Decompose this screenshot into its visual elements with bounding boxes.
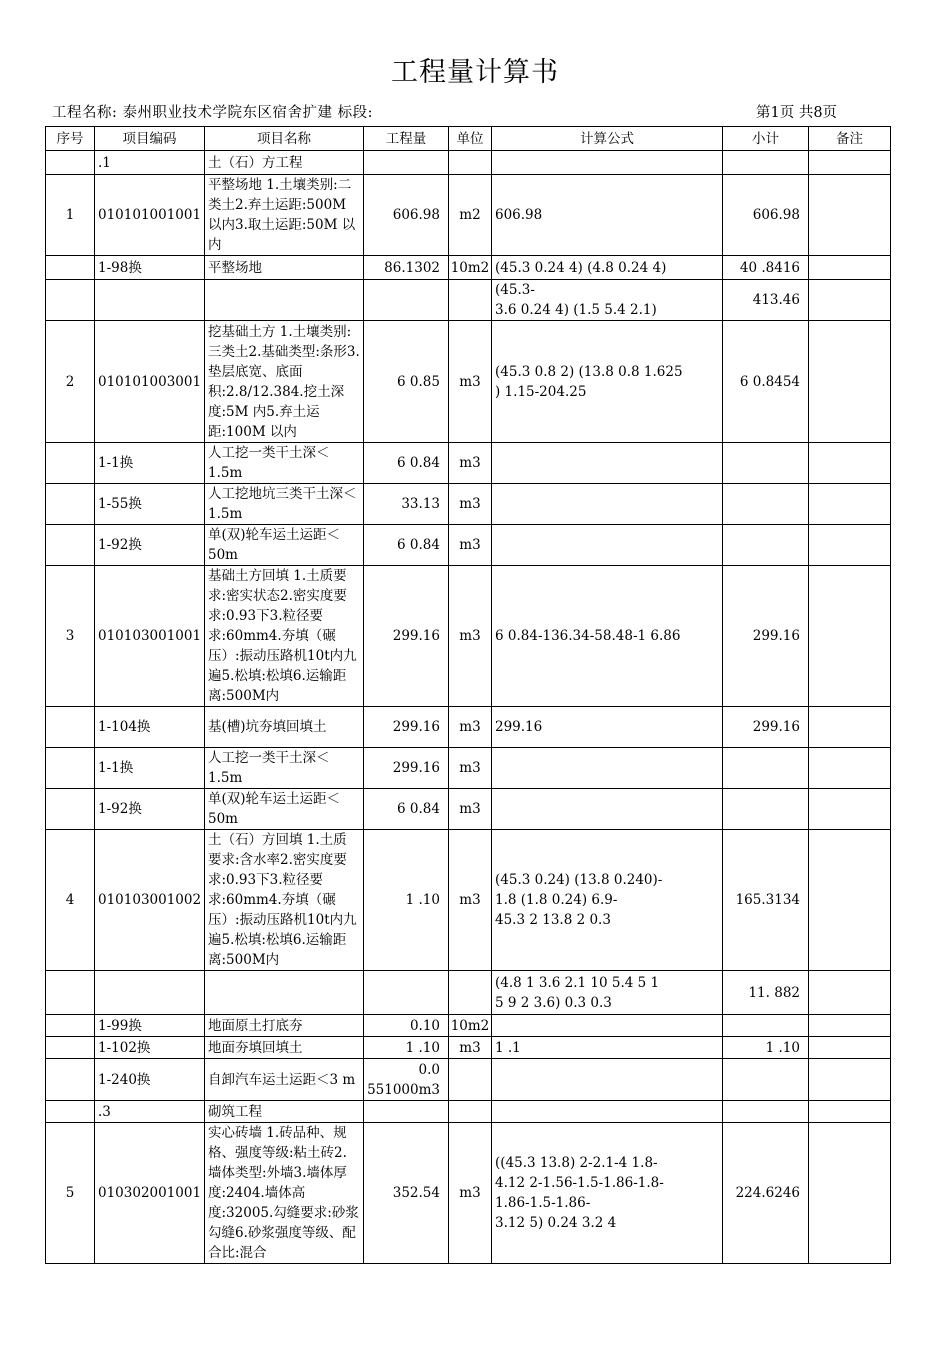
cell-qty: 6 0.85 <box>364 321 449 443</box>
cell-name: 基(槽)坑夯填回填土 <box>205 707 364 748</box>
cell-name: 土（石）方回填 1.土质要求:含水率2.密实度要求:0.93下3.粒径要求:60mm4.夯填（碾压）:振动压路机10t内九遍5.松填:松填6.运输距离:500M内 <box>205 830 364 971</box>
cell-code: 1-102换 <box>95 1037 205 1059</box>
cell-unit: m3 <box>449 525 492 566</box>
cell-code <box>95 971 205 1015</box>
cell-note <box>809 321 891 443</box>
cell-formula: (45.3 0.24 4) (4.8 0.24 4) <box>492 256 723 280</box>
cell-name: 自卸汽车运土运距＜3 m <box>205 1059 364 1101</box>
cell-seq <box>46 971 95 1015</box>
cell-unit <box>449 1059 492 1101</box>
cell-qty: 606.98 <box>364 175 449 256</box>
cell-formula <box>492 1015 723 1037</box>
header-code: 项目编码 <box>95 127 205 151</box>
cell-code: 010101003001 <box>95 321 205 443</box>
cell-name: 基础土方回填 1.土质要求:密实状态2.密实度要求:0.93下3.粒径要求:60mm4.夯填（碾压）:振动压路机10t内九遍5.松填:松填6.运输距离:500M内 <box>205 566 364 707</box>
quantity-table <box>45 126 891 1264</box>
header-formula: 计算公式 <box>492 127 723 151</box>
cell-unit: 10m2 <box>449 256 492 280</box>
table-row <box>46 1101 891 1123</box>
cell-seq <box>46 707 95 748</box>
cell-formula <box>492 484 723 525</box>
cell-code: .1 <box>95 151 205 175</box>
cell-qty <box>364 151 449 175</box>
cell-note <box>809 151 891 175</box>
cell-name: 人工挖一类干土深＜1.5m <box>205 443 364 484</box>
cell-qty: 33.13 <box>364 484 449 525</box>
cell-note <box>809 175 891 256</box>
cell-note <box>809 443 891 484</box>
table-row <box>46 484 891 525</box>
cell-seq <box>46 151 95 175</box>
cell-formula: 6 0.84-136.34-58.48-1 6.86 <box>492 566 723 707</box>
table-row <box>46 1059 891 1101</box>
cell-note <box>809 789 891 830</box>
cell-seq <box>46 525 95 566</box>
cell-note <box>809 830 891 971</box>
cell-subtotal <box>723 151 809 175</box>
cell-unit: m3 <box>449 484 492 525</box>
cell-note <box>809 1059 891 1101</box>
cell-code: 1-99换 <box>95 1015 205 1037</box>
table-row <box>46 280 891 321</box>
cell-subtotal <box>723 789 809 830</box>
cell-note <box>809 280 891 321</box>
cell-seq: 3 <box>46 566 95 707</box>
cell-name <box>205 280 364 321</box>
table-row <box>46 1037 891 1059</box>
cell-name: 单(双)轮车运土运距＜50m <box>205 525 364 566</box>
cell-name: 人工挖地坑三类干土深＜1.5m <box>205 484 364 525</box>
cell-qty <box>364 280 449 321</box>
cell-subtotal: 1 .10 <box>723 1037 809 1059</box>
cell-formula <box>492 443 723 484</box>
cell-note <box>809 525 891 566</box>
header-unit: 单位 <box>449 127 492 151</box>
cell-unit: m3 <box>449 789 492 830</box>
cell-code: 1-55换 <box>95 484 205 525</box>
cell-code: 1-98换 <box>95 256 205 280</box>
cell-qty: 299.16 <box>364 566 449 707</box>
table-row <box>46 830 891 971</box>
cell-qty: 6 0.84 <box>364 789 449 830</box>
header-name: 项目名称 <box>205 127 364 151</box>
cell-formula: (45.3 0.8 2) (13.8 0.8 1.625 ) 1.15-204.25 <box>492 321 723 443</box>
page-info: 第1页 共8页 <box>756 105 838 121</box>
cell-unit: m3 <box>449 443 492 484</box>
cell-unit: m3 <box>449 1037 492 1059</box>
cell-seq <box>46 443 95 484</box>
cell-unit <box>449 971 492 1015</box>
cell-name: 地面夯填回填土 <box>205 1037 364 1059</box>
cell-qty: 1 .10 <box>364 830 449 971</box>
cell-name: 挖基础土方 1.土壤类别:三类土2.基础类型:条形3.垫层底宽、底面积:2.8/12.384.挖土深度:5M 内5.弃土运距:100M 以内 <box>205 321 364 443</box>
cell-code: 1-92换 <box>95 525 205 566</box>
table-row <box>46 1123 891 1264</box>
cell-subtotal <box>723 443 809 484</box>
cell-seq <box>46 748 95 789</box>
table-row <box>46 707 891 748</box>
cell-seq <box>46 1015 95 1037</box>
cell-subtotal: 11. 882 <box>723 971 809 1015</box>
cell-unit: m3 <box>449 1123 492 1264</box>
cell-name: 平整场地 1.土壤类别:二类土2.弃土运距:500M 以内3.取土运距:50M 以内 <box>205 175 364 256</box>
cell-qty: 6 0.84 <box>364 525 449 566</box>
cell-subtotal <box>723 748 809 789</box>
cell-subtotal: 299.16 <box>723 566 809 707</box>
cell-name: 砌筑工程 <box>205 1101 364 1123</box>
cell-seq: 5 <box>46 1123 95 1264</box>
cell-seq <box>46 1101 95 1123</box>
cell-name: 人工挖一类干土深＜1.5m <box>205 748 364 789</box>
table-row <box>46 443 891 484</box>
cell-seq <box>46 1059 95 1101</box>
cell-qty: 0.10 <box>364 1015 449 1037</box>
cell-qty: 0.0 551000m3 <box>364 1059 449 1101</box>
document-title: 工程量计算书 <box>391 57 559 88</box>
cell-note <box>809 707 891 748</box>
header-note: 备注 <box>809 127 891 151</box>
cell-subtotal <box>723 1101 809 1123</box>
cell-seq: 4 <box>46 830 95 971</box>
table-row <box>46 525 891 566</box>
cell-subtotal <box>723 1015 809 1037</box>
cell-formula <box>492 748 723 789</box>
cell-subtotal <box>723 525 809 566</box>
cell-qty: 299.16 <box>364 707 449 748</box>
cell-subtotal: 299.16 <box>723 707 809 748</box>
cell-note <box>809 971 891 1015</box>
header-seq: 序号 <box>46 127 95 151</box>
cell-formula: 606.98 <box>492 175 723 256</box>
cell-qty <box>364 1101 449 1123</box>
project-name-line: 工程名称: 泰州职业技术学院东区宿舍扩建 标段: <box>52 105 373 121</box>
cell-code: 010103001002 <box>95 830 205 971</box>
cell-formula: (45.3 0.24) (13.8 0.240)- 1.8 (1.8 0.24) 6.9- 45.3 2 13.8 2 0.3 <box>492 830 723 971</box>
cell-code: 1-240换 <box>95 1059 205 1101</box>
cell-formula <box>492 789 723 830</box>
cell-name: 实心砖墙 1.砖品种、规格、强度等级:粘土砖2.墙体类型:外墙3.墙体厚度:2404.墙体高度:32005.勾缝要求:砂浆勾缝6.砂浆强度等级、配合比:混合 <box>205 1123 364 1264</box>
cell-formula <box>492 525 723 566</box>
cell-formula: (4.8 1 3.6 2.1 10 5.4 5 1 5 9 2 3.6) 0.3 0.3 <box>492 971 723 1015</box>
cell-unit: m3 <box>449 566 492 707</box>
table-body <box>46 151 891 1264</box>
cell-code: 1-1换 <box>95 443 205 484</box>
cell-unit <box>449 280 492 321</box>
cell-unit <box>449 151 492 175</box>
cell-qty: 86.1302 <box>364 256 449 280</box>
cell-unit: m2 <box>449 175 492 256</box>
cell-note <box>809 748 891 789</box>
cell-note <box>809 1101 891 1123</box>
cell-code: .3 <box>95 1101 205 1123</box>
cell-formula: 299.16 <box>492 707 723 748</box>
cell-formula <box>492 151 723 175</box>
table-row <box>46 321 891 443</box>
cell-code <box>95 280 205 321</box>
cell-unit: m3 <box>449 321 492 443</box>
cell-formula: (45.3- 3.6 0.24 4) (1.5 5.4 2.1) <box>492 280 723 321</box>
table-row <box>46 256 891 280</box>
cell-code: 1-104换 <box>95 707 205 748</box>
cell-qty: 1 .10 <box>364 1037 449 1059</box>
cell-subtotal: 606.98 <box>723 175 809 256</box>
table-row <box>46 175 891 256</box>
cell-note <box>809 566 891 707</box>
cell-code: 1-92换 <box>95 789 205 830</box>
cell-subtotal: 6 0.8454 <box>723 321 809 443</box>
table-row <box>46 566 891 707</box>
cell-seq <box>46 484 95 525</box>
cell-qty <box>364 971 449 1015</box>
cell-formula: 1 .1 <box>492 1037 723 1059</box>
cell-seq <box>46 1037 95 1059</box>
cell-subtotal: 165.3134 <box>723 830 809 971</box>
cell-note <box>809 1037 891 1059</box>
cell-subtotal <box>723 1059 809 1101</box>
header-qty: 工程量 <box>364 127 449 151</box>
cell-formula <box>492 1101 723 1123</box>
cell-unit: m3 <box>449 748 492 789</box>
cell-formula <box>492 1059 723 1101</box>
cell-qty: 299.16 <box>364 748 449 789</box>
cell-seq: 1 <box>46 175 95 256</box>
cell-note <box>809 1015 891 1037</box>
cell-subtotal: 40 .8416 <box>723 256 809 280</box>
cell-seq <box>46 789 95 830</box>
cell-code: 1-1换 <box>95 748 205 789</box>
cell-seq <box>46 256 95 280</box>
cell-code: 010101001001 <box>95 175 205 256</box>
table-row <box>46 971 891 1015</box>
table-row <box>46 748 891 789</box>
cell-subtotal: 224.6246 <box>723 1123 809 1264</box>
cell-name: 单(双)轮车运土运距＜50m <box>205 789 364 830</box>
cell-subtotal: 413.46 <box>723 280 809 321</box>
cell-code: 010103001001 <box>95 566 205 707</box>
cell-formula: ((45.3 13.8) 2-2.1-4 1.8- 4.12 2-1.56-1.5-1.86-1.8- 1.86-1.5-1.86- 3.12 5) 0.24 3.2 4 <box>492 1123 723 1264</box>
cell-note <box>809 1123 891 1264</box>
cell-note <box>809 256 891 280</box>
cell-qty: 352.54 <box>364 1123 449 1264</box>
table-row <box>46 1015 891 1037</box>
cell-name: 地面原土打底夯 <box>205 1015 364 1037</box>
cell-unit: 10m2 <box>449 1015 492 1037</box>
table-header-row <box>46 127 891 151</box>
cell-unit: m3 <box>449 707 492 748</box>
cell-code: 010302001001 <box>95 1123 205 1264</box>
table-row <box>46 789 891 830</box>
cell-name <box>205 971 364 1015</box>
cell-unit <box>449 1101 492 1123</box>
cell-qty: 6 0.84 <box>364 443 449 484</box>
cell-subtotal <box>723 484 809 525</box>
cell-note <box>809 484 891 525</box>
header-subtotal: 小计 <box>723 127 809 151</box>
cell-name: 土（石）方工程 <box>205 151 364 175</box>
cell-seq <box>46 280 95 321</box>
cell-name: 平整场地 <box>205 256 364 280</box>
table-row <box>46 151 891 175</box>
cell-unit: m3 <box>449 830 492 971</box>
cell-seq: 2 <box>46 321 95 443</box>
